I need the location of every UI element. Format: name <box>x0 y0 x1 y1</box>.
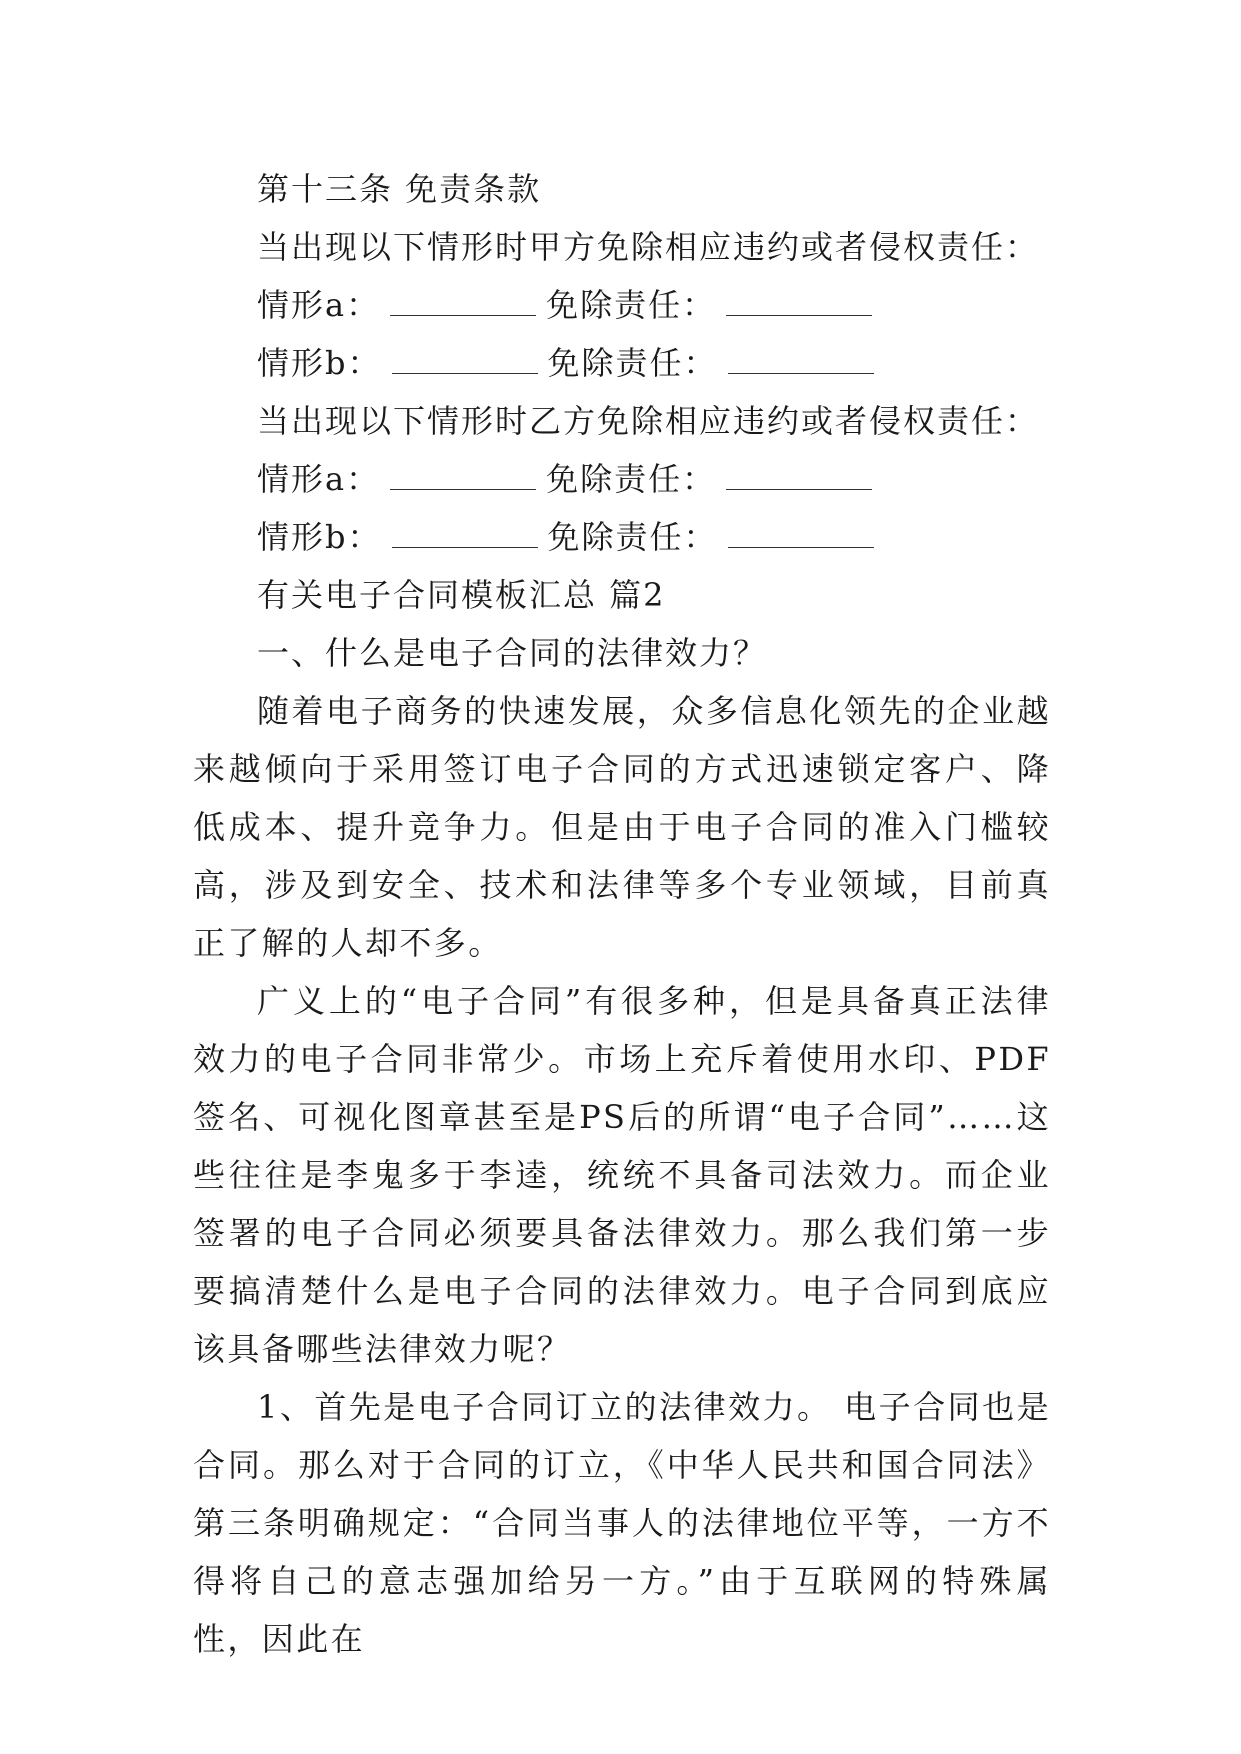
paragraph-text: 1、首先是电子合同订立的法律效力。 电子合同也是合同。那么对于合同的订立，《中华人民共和国合同法》第三条明确规定：“合同当事人的法律地位平等，一方不得将自己的意志强加给另一方。”由于互联网的特殊属性，因此在 <box>193 1388 1051 1658</box>
section-subheading: 一、什么是电子合同的法律效力？ <box>257 634 768 672</box>
party-a-row-a <box>193 276 1051 334</box>
exemption-label: 免除责任： <box>546 286 717 324</box>
article-heading: 第十三条 免责条款 <box>257 170 542 208</box>
situation-label: 情形b： <box>257 518 382 556</box>
situation-label: 情形a： <box>257 460 381 498</box>
exemption-label: 免除责任： <box>547 518 718 556</box>
party-a-exemption-intro: 当出现以下情形时甲方免除相应违约或者侵权责任： <box>257 228 1040 266</box>
party-b-row-a <box>193 450 1051 508</box>
exemption-label: 免除责任： <box>547 344 718 382</box>
situation-blank <box>392 521 538 548</box>
party-a-row-b <box>193 334 1051 392</box>
situation-blank <box>390 289 536 316</box>
situation-blank <box>392 347 538 374</box>
situation-label: 情形b： <box>257 344 382 382</box>
situation-blank <box>390 463 536 490</box>
party-b-row-b <box>193 508 1051 566</box>
body-paragraph <box>193 972 1051 1378</box>
exemption-blank <box>728 521 874 548</box>
paragraph-text: 广义上的“电子合同”有很多种，但是具备真正法律效力的电子合同非常少。市场上充斥着使用水印、PDF签名、可视化图章甚至是PS后的所谓“电子合同”……这些往往是李鬼多于李逵，统统不具备司法效力。而企业签署的电子合同必须要具备法律效力。那么我们第一步要搞清楚什么是电子合同的法律效力。电子合同到底应该具备哪些法律效力呢？ <box>193 982 1051 1368</box>
exemption-blank <box>728 347 874 374</box>
paragraph-text: 随着电子商务的快速发展，众多信息化领先的企业越来越倾向于采用签订电子合同的方式迅速锁定客户、降低成本、提升竞争力。但是由于电子合同的准入门槛较高，涉及到安全、技术和法律等多个专业领域，目前真正了解的人却不多。 <box>193 692 1051 962</box>
exemption-blank <box>726 463 872 490</box>
situation-label: 情形a： <box>257 286 381 324</box>
body-paragraph <box>193 682 1051 972</box>
party-b-exemption-intro: 当出现以下情形时乙方免除相应违约或者侵权责任： <box>257 402 1040 440</box>
body-paragraph <box>193 1378 1051 1668</box>
section-title: 有关电子合同模板汇总 篇2 <box>257 576 666 614</box>
exemption-label: 免除责任： <box>546 460 717 498</box>
document-body <box>193 160 1051 1668</box>
exemption-blank <box>726 289 872 316</box>
